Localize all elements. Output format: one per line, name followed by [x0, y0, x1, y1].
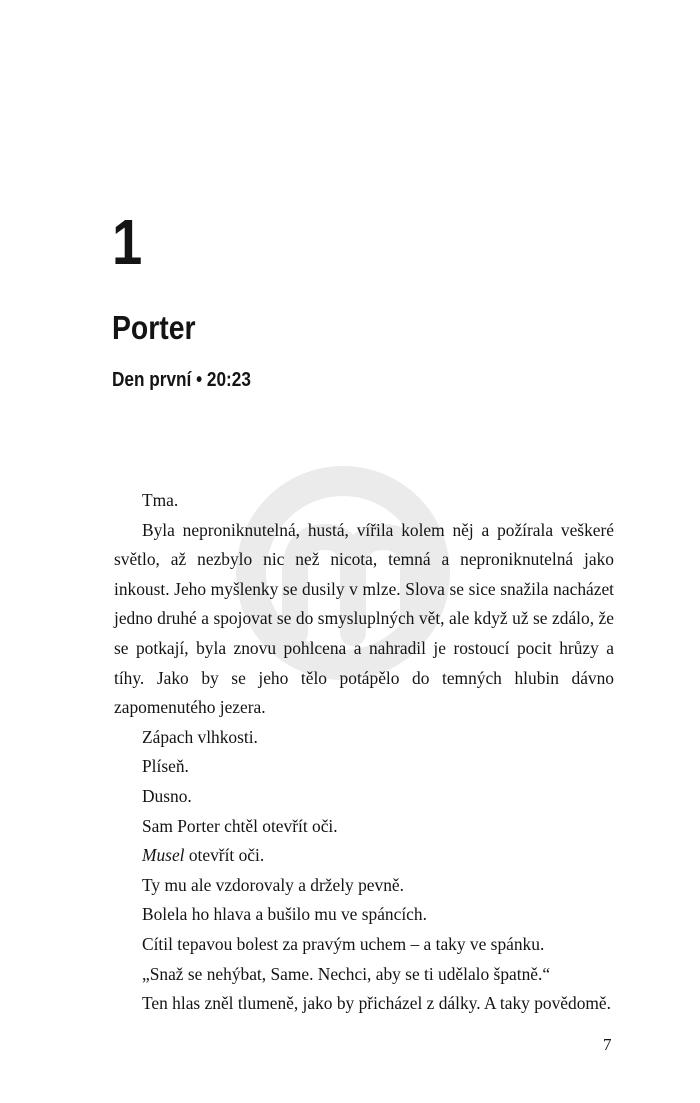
paragraph-rest: otevřít oči. — [184, 845, 265, 866]
paragraph: Bolela ho hlava a bušilo mu ve spáncích. — [142, 904, 427, 925]
chapter-subtitle: Den první • 20:23 — [112, 369, 251, 391]
paragraph — [114, 841, 614, 871]
paragraph: Sam Porter chtěl otevřít oči. — [142, 815, 338, 836]
emphasized-word: Musel — [142, 845, 185, 866]
paragraph: Zápach vlhkosti. — [142, 726, 258, 747]
paragraph: Byla neproniknutelná, hustá, vířila kolem něj a požírala veškeré světlo, až nezbylo nic než nicota, temná a neproniknutelná jako inkoust. Jeho myšlenky se dusily v mlze. Slova se sice snažila nacházet jedno druhé a spojovat se do smysluplných vět, ale když už se zdálo, že se potkají, byla znovu pohlcena a nahradil je rostoucí pocit hrůzy a tíhy. Jako by se jeho tělo potápělo do temných hlubin dávno zapomenutého jezera. — [114, 519, 614, 718]
paragraph: Tma. — [142, 490, 179, 510]
paragraph: Ten hlas zněl tlumeně, jako by přicházel z dálky. A taky povědomě. — [142, 993, 611, 1014]
paragraph: Plíseň. — [142, 756, 189, 777]
paragraph: Cítil tepavou bolest za pravým uchem – a taky ve spánku. — [142, 933, 545, 954]
paragraph: Ty mu ale vzdorovaly a držely pevně. — [142, 874, 404, 895]
chapter-title: Porter — [112, 309, 196, 346]
body-text — [114, 486, 614, 1019]
chapter-number: 1 — [112, 206, 142, 278]
page-number: 7 — [603, 1035, 612, 1054]
paragraph: „Snaž se nehýbat, Same. Nechci, aby se ti udělalo špatně.“ — [142, 963, 551, 984]
paragraph: Dusno. — [142, 785, 192, 806]
